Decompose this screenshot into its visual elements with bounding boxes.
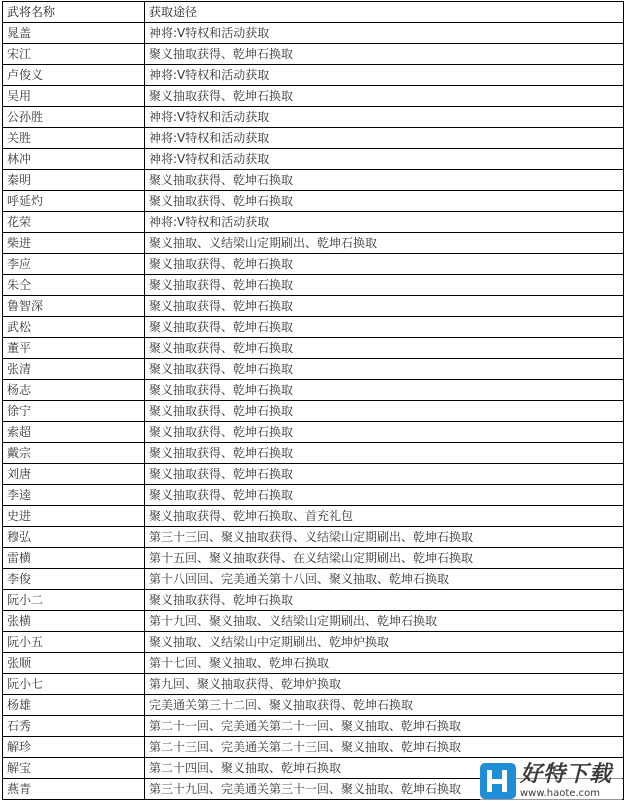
general-name-cell: 徐宁 bbox=[3, 401, 145, 422]
acquisition-method-cell: 第二十三回、完美通关第二十三回、聚义抽取、乾坤石换取 bbox=[145, 737, 624, 758]
acquisition-method-cell: 第十五回、聚义抽取获得、在义结梁山定期刷出、乾坤石换取 bbox=[145, 548, 624, 569]
acquisition-method-cell: 聚义抽取获得、乾坤石换取、首充礼包 bbox=[145, 506, 624, 527]
table-row bbox=[3, 611, 624, 632]
general-name-cell: 花荣 bbox=[3, 212, 145, 233]
general-name-cell: 吴用 bbox=[3, 86, 145, 107]
acquisition-method-cell: 聚义抽取获得、乾坤石换取 bbox=[145, 44, 624, 65]
general-name-cell: 穆弘 bbox=[3, 527, 145, 548]
haote-watermark bbox=[480, 760, 622, 802]
acquisition-method-cell: 聚义抽取获得、乾坤石换取 bbox=[145, 191, 624, 212]
acquisition-method-cell: 第三十九回、完美通关第三十一回、聚义抽取、乾坤石换取 bbox=[145, 779, 624, 800]
acquisition-method-cell: 神将:V特权和活动获取 bbox=[145, 23, 624, 44]
general-name-cell: 晁盖 bbox=[3, 23, 145, 44]
general-name-cell: 张顺 bbox=[3, 653, 145, 674]
general-name-cell: 李应 bbox=[3, 254, 145, 275]
general-name-cell: 解宝 bbox=[3, 758, 145, 779]
general-name-cell: 鲁智深 bbox=[3, 296, 145, 317]
acquisition-method-cell: 聚义抽取获得、乾坤石换取 bbox=[145, 275, 624, 296]
acquisition-method-cell: 第三十三回、聚义抽取获得、义结梁山定期刷出、乾坤石换取 bbox=[145, 527, 624, 548]
acquisition-method-cell: 第二十四回、聚义抽取、乾坤石换取 bbox=[145, 758, 624, 779]
general-name-cell: 阮小七 bbox=[3, 674, 145, 695]
acquisition-method-cell: 第十七回、聚义抽取、乾坤石换取 bbox=[145, 653, 624, 674]
acquisition-method-cell: 聚义抽取获得、乾坤石换取 bbox=[145, 380, 624, 401]
general-name-cell: 柴进 bbox=[3, 233, 145, 254]
table-row bbox=[3, 653, 624, 674]
general-name-cell: 武松 bbox=[3, 317, 145, 338]
table-row bbox=[3, 485, 624, 506]
acquisition-method-cell: 聚义抽取获得、乾坤石换取 bbox=[145, 317, 624, 338]
column-header-general-name: 武将名称 bbox=[3, 2, 145, 23]
acquisition-method-cell: 聚义抽取获得、乾坤石换取 bbox=[145, 338, 624, 359]
acquisition-method-cell: 第九回、聚义抽取获得、乾坤炉换取 bbox=[145, 674, 624, 695]
table-row bbox=[3, 422, 624, 443]
table-row bbox=[3, 254, 624, 275]
general-name-cell: 雷横 bbox=[3, 548, 145, 569]
table-row bbox=[3, 275, 624, 296]
watermark-brand: 好特下载 bbox=[520, 761, 613, 787]
general-name-cell: 张清 bbox=[3, 359, 145, 380]
acquisition-method-cell: 聚义抽取获得、乾坤石换取 bbox=[145, 401, 624, 422]
table-row bbox=[3, 380, 624, 401]
table-row bbox=[3, 464, 624, 485]
general-name-cell: 杨雄 bbox=[3, 695, 145, 716]
table-row bbox=[3, 149, 624, 170]
general-name-cell: 卢俊义 bbox=[3, 65, 145, 86]
general-name-cell: 李俊 bbox=[3, 569, 145, 590]
general-name-cell: 朱仝 bbox=[3, 275, 145, 296]
acquisition-method-cell: 聚义抽取获得、乾坤石换取 bbox=[145, 485, 624, 506]
table-row bbox=[3, 674, 624, 695]
table-row bbox=[3, 296, 624, 317]
acquisition-method-cell: 神将:V特权和活动获取 bbox=[145, 107, 624, 128]
general-acquisition-table bbox=[2, 1, 624, 800]
general-name-cell: 秦明 bbox=[3, 170, 145, 191]
acquisition-method-cell: 第二十一回、完美通关第二十一回、聚义抽取、乾坤石换取 bbox=[145, 716, 624, 737]
general-name-cell: 李逵 bbox=[3, 485, 145, 506]
general-name-cell: 刘唐 bbox=[3, 464, 145, 485]
general-name-cell: 索超 bbox=[3, 422, 145, 443]
acquisition-method-cell: 神将:V特权和活动获取 bbox=[145, 212, 624, 233]
column-header-acquisition-method: 获取途径 bbox=[145, 2, 624, 23]
table-header-row bbox=[3, 2, 624, 23]
table-row bbox=[3, 23, 624, 44]
table-row bbox=[3, 506, 624, 527]
general-name-cell: 阮小二 bbox=[3, 590, 145, 611]
acquisition-method-cell: 聚义抽取、义结梁山定期刷出、乾坤石换取 bbox=[145, 233, 624, 254]
general-name-cell: 董平 bbox=[3, 338, 145, 359]
watermark-url: www.haote.com bbox=[520, 787, 600, 799]
table-row bbox=[3, 212, 624, 233]
general-name-cell: 史进 bbox=[3, 506, 145, 527]
general-name-cell: 张横 bbox=[3, 611, 145, 632]
acquisition-method-cell: 聚义抽取获得、乾坤石换取 bbox=[145, 443, 624, 464]
table-row bbox=[3, 338, 624, 359]
table-row bbox=[3, 716, 624, 737]
general-name-cell: 解珍 bbox=[3, 737, 145, 758]
general-name-cell: 戴宗 bbox=[3, 443, 145, 464]
table-row bbox=[3, 590, 624, 611]
table-row bbox=[3, 317, 624, 338]
general-name-cell: 石秀 bbox=[3, 716, 145, 737]
acquisition-method-cell: 聚义抽取、义结梁山中定期刷出、乾坤炉换取 bbox=[145, 632, 624, 653]
acquisition-method-cell: 神将:V特权和活动获取 bbox=[145, 128, 624, 149]
table-row bbox=[3, 170, 624, 191]
table-body bbox=[3, 23, 624, 800]
table-row bbox=[3, 443, 624, 464]
table-row bbox=[3, 128, 624, 149]
acquisition-method-cell: 聚义抽取获得、乾坤石换取 bbox=[145, 254, 624, 275]
acquisition-method-cell: 神将:V特权和活动获取 bbox=[145, 65, 624, 86]
acquisition-method-cell: 聚义抽取获得、乾坤石换取 bbox=[145, 86, 624, 107]
general-name-cell: 林冲 bbox=[3, 149, 145, 170]
acquisition-method-cell: 第十九回、聚义抽取、义结梁山定期刷出、乾坤石换取 bbox=[145, 611, 624, 632]
table-row bbox=[3, 191, 624, 212]
table-row bbox=[3, 548, 624, 569]
table-row bbox=[3, 44, 624, 65]
acquisition-method-cell: 聚义抽取获得、乾坤石换取 bbox=[145, 422, 624, 443]
table-row bbox=[3, 107, 624, 128]
acquisition-method-cell: 聚义抽取获得、乾坤石换取 bbox=[145, 590, 624, 611]
general-name-cell: 阮小五 bbox=[3, 632, 145, 653]
table-row bbox=[3, 569, 624, 590]
general-name-cell: 杨志 bbox=[3, 380, 145, 401]
acquisition-method-cell: 聚义抽取获得、乾坤石换取 bbox=[145, 296, 624, 317]
acquisition-method-cell: 聚义抽取获得、乾坤石换取 bbox=[145, 359, 624, 380]
table-row bbox=[3, 695, 624, 716]
acquisition-method-cell: 第十八回回、完美通关第十八回、聚义抽取、乾坤石换取 bbox=[145, 569, 624, 590]
table-row bbox=[3, 65, 624, 86]
table-row bbox=[3, 527, 624, 548]
table-row bbox=[3, 632, 624, 653]
table-row bbox=[3, 401, 624, 422]
acquisition-method-cell: 聚义抽取获得、乾坤石换取 bbox=[145, 170, 624, 191]
general-name-cell: 关胜 bbox=[3, 128, 145, 149]
general-name-cell: 呼延灼 bbox=[3, 191, 145, 212]
acquisition-method-cell: 聚义抽取获得、乾坤石换取 bbox=[145, 464, 624, 485]
general-name-cell: 燕青 bbox=[3, 779, 145, 800]
general-name-cell: 宋江 bbox=[3, 44, 145, 65]
table-row bbox=[3, 359, 624, 380]
table-row bbox=[3, 86, 624, 107]
table-row bbox=[3, 233, 624, 254]
table-row bbox=[3, 737, 624, 758]
acquisition-method-cell: 完美通关第三十二回、聚义抽取获得、乾坤石换取 bbox=[145, 695, 624, 716]
acquisition-method-cell: 神将:V特权和活动获取 bbox=[145, 149, 624, 170]
general-name-cell: 公孙胜 bbox=[3, 107, 145, 128]
haote-logo-icon bbox=[480, 763, 516, 799]
